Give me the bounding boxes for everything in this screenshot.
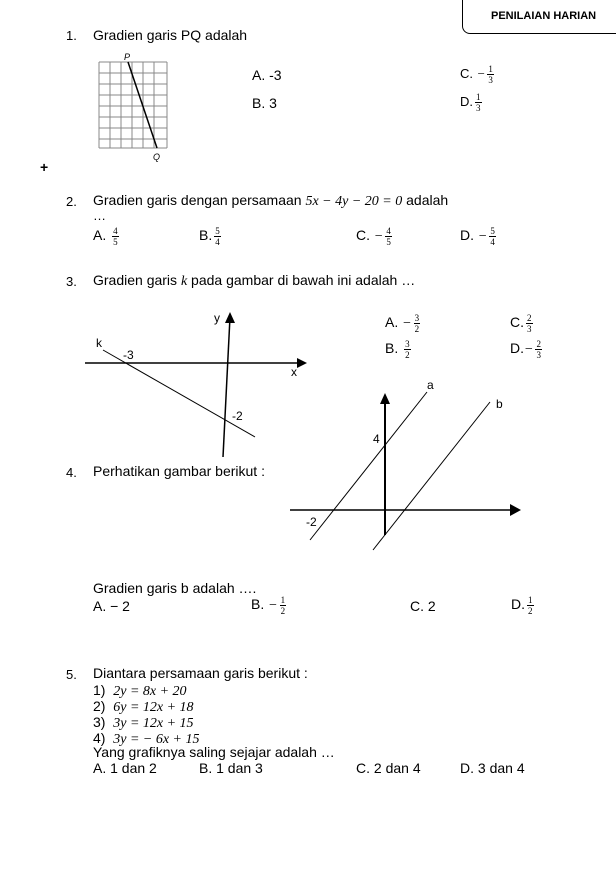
- q2-a-num: 4: [113, 226, 118, 236]
- q4-number: 4.: [66, 465, 77, 480]
- q3-option-c-fraction: [526, 313, 533, 334]
- q4-option-b-fraction: [280, 595, 287, 616]
- q4-d-den: 2: [528, 606, 533, 616]
- q3-y-arrow: [225, 312, 235, 323]
- q5-item-number: 2): [93, 698, 106, 714]
- q1-d-num: 1: [476, 92, 481, 102]
- q4-label-a: a: [427, 378, 434, 392]
- q2-d-num: 5: [490, 226, 495, 236]
- q2-option-d-fraction: [489, 226, 496, 247]
- q2-option-b[interactable]: [199, 226, 221, 247]
- q1-grid-figure: [95, 50, 175, 165]
- q4-option-a[interactable]: A. − 2: [93, 598, 130, 614]
- q3-var: k: [180, 274, 188, 289]
- q5-item-number: 4): [93, 730, 106, 746]
- q2-option-d-label: D.: [460, 227, 474, 244]
- q2-option-a-fraction: [112, 226, 119, 247]
- q1-option-d-fraction: [475, 92, 482, 113]
- q5-text: Diantara persamaan garis berikut :: [93, 665, 308, 681]
- q3-b-num: 3: [405, 339, 410, 349]
- q2-a-den: 5: [113, 237, 118, 247]
- q2-option-d[interactable]: [460, 226, 496, 247]
- q1-option-a[interactable]: A. -3: [252, 67, 282, 83]
- q3-text-before: Gradien garis: [93, 272, 178, 288]
- q3-option-a-sign: −: [402, 316, 412, 332]
- q3-option-d-sign: −: [524, 342, 534, 358]
- q5-item-equation: 3y = 12x + 15: [113, 716, 194, 731]
- q2-option-a-label: A.: [93, 227, 107, 244]
- q3-option-b-label: B.: [385, 340, 399, 357]
- q5-question: Yang grafiknya saling sejajar adalah …: [93, 744, 335, 760]
- q2-option-a[interactable]: [93, 226, 119, 247]
- q4-b-num: 1: [280, 595, 286, 605]
- q5-number: 5.: [66, 667, 77, 682]
- q1-number: 1.: [66, 28, 77, 43]
- q3-label-minus2: -2: [232, 409, 243, 423]
- q2-option-c-sign: −: [373, 229, 384, 245]
- q2-option-b-fraction: [214, 226, 221, 247]
- q3-option-a[interactable]: [385, 313, 420, 334]
- q3-label-k: k: [96, 336, 102, 350]
- q2-d-den: 4: [490, 237, 495, 247]
- q2-b-num: 5: [215, 226, 220, 236]
- q3-b-den: 2: [405, 350, 410, 360]
- q3-option-a-label: A.: [385, 314, 399, 331]
- q5-item-number: 3): [93, 714, 106, 730]
- q2-equation: 5x − 4y − 20 = 0: [305, 194, 403, 209]
- q5-option-b[interactable]: B. 1 dan 3: [199, 760, 263, 776]
- q2-text-after: adalah: [406, 192, 449, 208]
- q3-option-c-label: C.: [510, 314, 524, 331]
- q5-item-equation: 2y = 8x + 20: [113, 684, 187, 699]
- q3-label-x: x: [291, 365, 297, 379]
- q2-ellipsis: …: [93, 208, 106, 223]
- q2-option-b-label: B.: [199, 227, 213, 244]
- q2-option-d-sign: −: [477, 229, 488, 245]
- q3-option-a-fraction: [414, 313, 421, 334]
- header-box: [462, 0, 616, 34]
- q5-option-d[interactable]: D. 3 dan 4: [460, 760, 525, 776]
- q5-item-equation: 6y = 12x + 18: [113, 700, 194, 715]
- q3-text-after: pada gambar di bawah ini adalah …: [191, 272, 416, 288]
- q3-d-den: 3: [536, 350, 541, 360]
- q3-graph: [85, 305, 310, 465]
- q4-question: Gradien garis b adalah ….: [93, 580, 257, 596]
- q3-option-b-fraction: [404, 339, 411, 360]
- q2-option-c[interactable]: [356, 226, 392, 247]
- q3-x-arrow: [297, 358, 307, 368]
- q2-option-c-label: C.: [356, 227, 370, 244]
- q2-text-before: Gradien garis dengan persamaan: [93, 192, 302, 208]
- q3-a-den: 2: [414, 324, 420, 334]
- q3-option-d-label: D.: [510, 340, 524, 357]
- q4-b-den: 2: [280, 606, 286, 616]
- q4-option-c[interactable]: C. 2: [410, 598, 436, 614]
- q3-option-b[interactable]: [385, 339, 411, 360]
- q1-label-q: Q: [153, 152, 161, 162]
- q4-option-b[interactable]: [251, 595, 286, 616]
- q5-item: [93, 715, 200, 731]
- q4-option-d[interactable]: [511, 595, 534, 616]
- q1-text: Gradien garis PQ adalah: [93, 27, 248, 43]
- q1-option-c-sign: −: [476, 65, 486, 81]
- q2-c-num: 4: [386, 226, 391, 236]
- q1-c-den: 3: [488, 75, 493, 85]
- q1-d-den: 3: [476, 103, 481, 113]
- q4-label-b: b: [496, 397, 503, 411]
- q4-label-4: 4: [373, 432, 380, 446]
- q3-c-num: 2: [527, 313, 532, 323]
- q1-option-b[interactable]: B. 3: [252, 95, 277, 111]
- q2-c-den: 5: [386, 237, 391, 247]
- q5-item: [93, 699, 200, 715]
- q2-number: 2.: [66, 194, 77, 209]
- q4-option-d-fraction: [527, 595, 534, 616]
- q3-y-axis: [223, 317, 230, 457]
- q3-option-d[interactable]: [510, 339, 542, 360]
- q3-label-y: y: [214, 311, 220, 325]
- q3-label-minus3: -3: [123, 348, 134, 362]
- q3-c-den: 3: [527, 324, 532, 334]
- q4-text: Perhatikan gambar berikut :: [93, 463, 265, 479]
- q3-a-num: 3: [414, 313, 420, 323]
- q5-equation-list: [93, 683, 200, 747]
- q4-d-num: 1: [528, 595, 533, 605]
- plus-mark: +: [40, 159, 49, 175]
- q1-option-c-label: C.: [460, 65, 473, 81]
- header-label: PENILAIAN HARIAN: [491, 10, 597, 22]
- q4-option-d-label: D.: [511, 596, 525, 613]
- q4-y-arrow: [380, 393, 390, 404]
- q1-option-d[interactable]: [460, 92, 482, 113]
- q3-number: 3.: [66, 274, 77, 289]
- q5-item-number: 1): [93, 682, 106, 698]
- q1-option-c-fraction: [487, 64, 494, 85]
- q2-text: [93, 192, 448, 210]
- q1-label-p: P: [124, 52, 131, 62]
- q4-line-a: [310, 392, 427, 540]
- q5-item: [93, 683, 200, 699]
- q3-option-d-fraction: [535, 339, 542, 360]
- q4-option-b-sign: −: [268, 598, 278, 614]
- q5-item-equation: 3y = − 6x + 15: [113, 732, 200, 747]
- q1-option-c[interactable]: [460, 64, 494, 85]
- q4-x-arrow: [510, 504, 521, 516]
- q1-option-d-label: D.: [460, 93, 473, 109]
- q4-graph: [285, 375, 535, 555]
- q4-label-minus2: -2: [306, 515, 317, 529]
- q5-option-a[interactable]: A. 1 dan 2: [93, 760, 157, 776]
- q3-d-num: 2: [536, 339, 541, 349]
- q5-option-c[interactable]: C. 2 dan 4: [356, 760, 421, 776]
- q4-option-b-label: B.: [251, 596, 265, 613]
- q3-option-c[interactable]: [510, 313, 533, 334]
- q2-b-den: 4: [215, 237, 220, 247]
- q1-c-num: 1: [488, 64, 493, 74]
- q3-text: [93, 272, 415, 290]
- q2-option-c-fraction: [385, 226, 392, 247]
- q4-line-b: [373, 402, 490, 550]
